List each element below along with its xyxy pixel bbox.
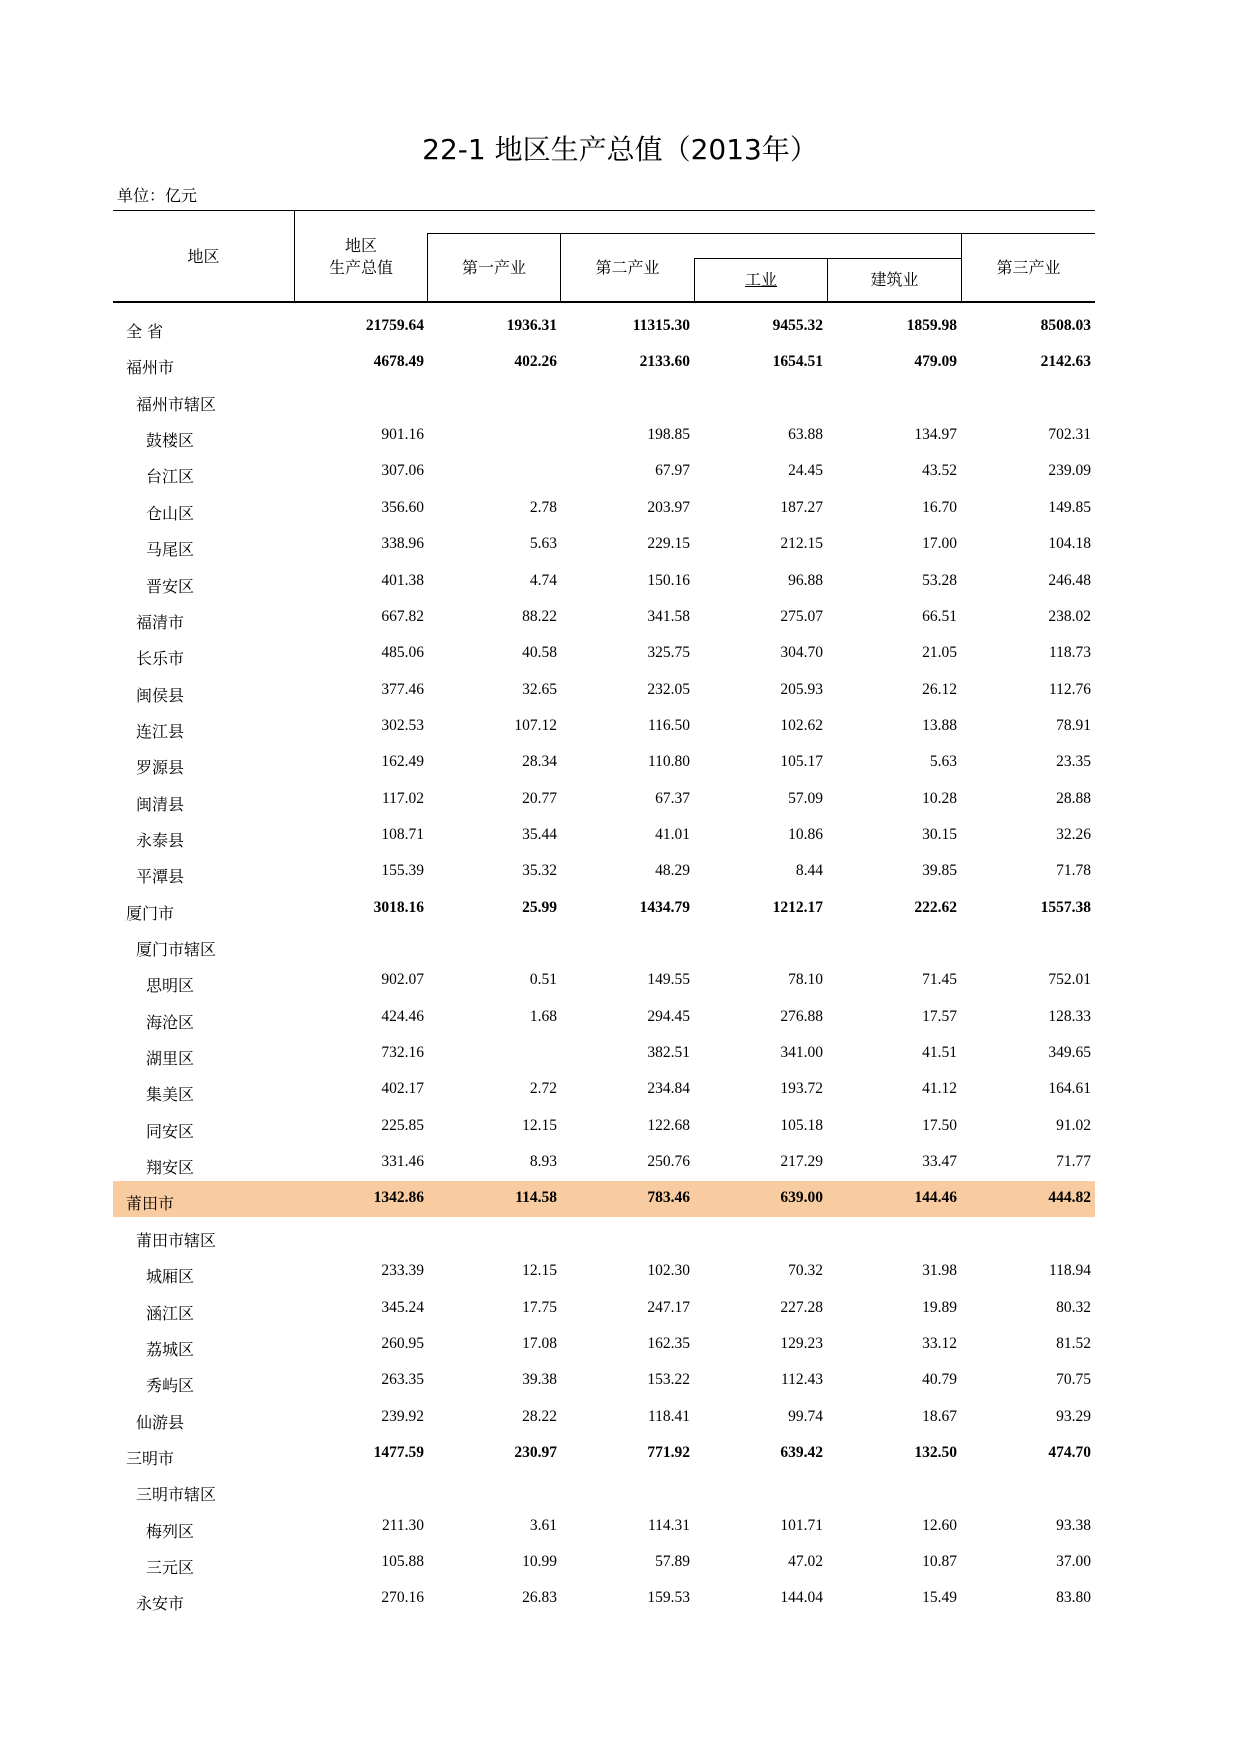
value-cell: 902.07 [381,971,424,989]
value-cell: 129.23 [780,1334,823,1352]
table-row [113,891,1095,927]
value-cell: 260.95 [381,1334,424,1352]
value-cell: 2142.63 [1040,353,1091,371]
value-cell: 230.97 [514,1443,557,1461]
value-cell: 118.94 [1048,1262,1091,1280]
table-row [113,1400,1095,1436]
value-cell: 341.58 [647,607,690,625]
value-cell: 0.51 [529,971,557,989]
table-row [113,1072,1095,1108]
value-cell: 40.58 [522,644,557,662]
value-cell: 31.98 [922,1262,957,1280]
header-bottom-rule [113,301,1095,303]
value-cell: 424.46 [381,1007,424,1025]
region-name: 梅列区 [146,1521,195,1541]
value-cell: 159.53 [647,1589,690,1607]
value-cell: 474.70 [1048,1443,1091,1461]
region-name: 厦门市辖区 [136,940,217,959]
value-cell: 250.76 [647,1153,690,1171]
region-name: 海沧区 [146,1012,195,1032]
value-cell: 8.93 [529,1153,557,1171]
value-cell: 15.49 [922,1589,957,1607]
table-row [113,345,1095,381]
header-gdp [295,235,427,279]
header-secondary: 第二产业 [595,258,660,277]
value-cell: 1.68 [529,1007,557,1025]
header-gdp-line2: 生产总值 [328,258,393,277]
value-cell: 12.60 [922,1516,957,1534]
table-row [113,927,1095,963]
value-cell: 33.12 [922,1334,957,1352]
value-cell: 276.88 [780,1007,823,1025]
value-cell: 17.08 [522,1334,557,1352]
header-construction: 建筑业 [870,270,919,289]
value-cell: 225.85 [381,1116,424,1134]
value-cell: 239.92 [381,1407,424,1425]
header-primary: 第一产业 [461,258,526,277]
value-cell: 105.88 [381,1552,424,1570]
value-cell: 8508.03 [1040,317,1091,334]
value-cell: 78.10 [788,971,823,989]
value-cell: 234.84 [647,1080,690,1098]
value-cell: 11315.30 [632,317,690,334]
value-cell: 28.22 [522,1407,557,1425]
value-cell: 70.32 [788,1262,823,1280]
region-name: 莆田市辖区 [136,1230,217,1250]
table-row [113,418,1095,454]
value-cell: 356.60 [381,498,424,516]
value-cell: 39.85 [922,862,957,880]
value-cell: 212.15 [780,535,823,553]
table-row [113,854,1095,890]
value-cell: 118.73 [1048,644,1091,662]
table-row [113,382,1095,418]
value-cell: 4.74 [529,571,557,589]
value-cell: 21759.64 [365,317,424,334]
value-cell: 71.78 [1056,862,1091,880]
value-cell: 70.75 [1056,1371,1091,1389]
value-cell: 1557.38 [1040,898,1091,916]
value-cell: 3.61 [529,1516,557,1534]
table-row [113,636,1095,672]
value-cell: 71.45 [922,971,957,989]
value-cell: 247.17 [647,1298,690,1316]
value-cell: 25.99 [522,898,557,916]
value-cell: 102.30 [647,1262,690,1280]
region-name: 三明市辖区 [136,1485,217,1505]
table-row [113,1181,1095,1217]
value-cell: 1936.31 [506,317,557,334]
value-cell: 12.15 [522,1116,557,1134]
value-cell: 217.29 [780,1153,823,1171]
value-cell: 30.15 [922,825,957,843]
region-name: 涵江区 [146,1303,195,1323]
table-row [113,1509,1095,1545]
value-cell: 83.80 [1056,1589,1091,1607]
table-row [113,1327,1095,1363]
table-row [113,1581,1095,1617]
table-row [113,1291,1095,1327]
table-row [113,309,1095,345]
value-cell: 771.92 [647,1443,690,1461]
value-cell: 377.46 [381,680,424,698]
value-cell: 37.00 [1056,1552,1091,1570]
value-cell: 12.15 [522,1262,557,1280]
value-cell: 39.38 [522,1371,557,1389]
value-cell: 18.67 [922,1407,957,1425]
region-name: 仓山区 [146,503,195,523]
value-cell: 28.34 [522,753,557,771]
value-cell: 78.91 [1056,716,1091,734]
value-cell: 112.76 [1048,680,1091,698]
table-row [113,454,1095,490]
value-cell: 114.58 [515,1189,557,1207]
table-row [113,600,1095,636]
value-cell: 16.70 [922,498,957,516]
value-cell: 155.39 [381,862,424,880]
table-row [113,564,1095,600]
value-cell: 134.97 [914,426,957,444]
value-cell: 110.80 [647,753,690,771]
page-title: 22-1 地区生产总值（2013年） [422,133,818,166]
header-mid-rule [428,233,1095,234]
value-cell: 1342.86 [373,1189,424,1207]
region-name: 思明区 [146,976,195,996]
value-cell: 5.63 [929,753,957,771]
value-cell: 732.16 [381,1044,424,1061]
value-cell: 345.24 [381,1298,424,1316]
table-row [113,1436,1095,1472]
value-cell: 17.57 [922,1007,957,1025]
value-cell: 104.18 [1048,535,1091,553]
value-cell: 1654.51 [772,353,823,371]
value-cell: 222.62 [914,898,957,916]
value-cell: 114.31 [647,1516,690,1534]
region-name: 三元区 [146,1557,195,1577]
value-cell: 8.44 [795,862,823,880]
table-row [113,1545,1095,1581]
region-name: 平潭县 [136,867,185,887]
value-cell: 80.32 [1056,1298,1091,1316]
region-name: 湖里区 [146,1049,195,1068]
value-cell: 19.89 [922,1298,957,1316]
value-cell: 307.06 [381,462,424,480]
value-cell: 752.01 [1048,971,1091,989]
header-region: 地区 [187,247,220,266]
value-cell: 88.22 [522,607,557,625]
value-cell: 263.35 [381,1371,424,1389]
value-cell: 338.96 [381,535,424,553]
value-cell: 270.16 [381,1589,424,1607]
value-cell: 17.00 [922,535,957,553]
value-cell: 112.43 [780,1371,823,1389]
value-cell: 99.74 [788,1407,823,1425]
value-cell: 21.05 [922,644,957,662]
value-cell: 10.87 [922,1552,957,1570]
region-name: 马尾区 [146,540,195,560]
value-cell: 102.62 [780,716,823,734]
value-cell: 187.27 [780,498,823,516]
region-name: 三明市 [126,1448,175,1468]
value-cell: 331.46 [381,1153,424,1171]
value-cell: 479.09 [914,353,957,371]
value-cell: 10.28 [922,789,957,807]
value-cell: 227.28 [780,1298,823,1316]
value-cell: 24.45 [788,462,823,480]
value-cell: 2.72 [529,1080,557,1098]
table-row [113,963,1095,999]
value-cell: 81.52 [1056,1334,1091,1352]
value-cell: 239.09 [1048,462,1091,480]
value-cell: 2.78 [529,498,557,516]
value-cell: 1434.79 [639,898,690,916]
value-cell: 41.01 [655,825,690,843]
value-cell: 783.46 [647,1189,690,1207]
table-row [113,782,1095,818]
value-cell: 304.70 [780,644,823,662]
table-row [113,1000,1095,1036]
value-cell: 57.89 [655,1552,690,1570]
region-name: 厦门市 [126,903,175,923]
value-cell: 43.52 [922,462,957,480]
value-cell: 149.55 [647,971,690,989]
value-cell: 108.71 [381,825,424,843]
value-cell: 667.82 [381,607,424,625]
table-row [113,1145,1095,1181]
value-cell: 17.75 [522,1298,557,1316]
region-name: 福州市 [126,358,175,378]
table-row [113,745,1095,781]
value-cell: 28.88 [1056,789,1091,807]
region-name: 全 省 [126,322,164,341]
value-cell: 35.32 [522,862,557,880]
value-cell: 153.22 [647,1371,690,1389]
value-cell: 1477.59 [373,1443,424,1461]
value-cell: 3018.16 [373,898,424,916]
value-cell: 294.45 [647,1007,690,1025]
value-cell: 20.77 [522,789,557,807]
region-name: 同安区 [146,1121,195,1141]
table-row [113,491,1095,527]
value-cell: 205.93 [780,680,823,698]
table-row [113,709,1095,745]
value-cell: 144.04 [780,1589,823,1607]
value-cell: 702.31 [1048,426,1091,444]
value-cell: 149.85 [1048,498,1091,516]
region-name: 晋安区 [146,576,195,596]
value-cell: 232.05 [647,680,690,698]
value-cell: 53.28 [922,571,957,589]
value-cell: 275.07 [780,607,823,625]
value-cell: 485.06 [381,644,424,662]
value-cell: 402.26 [514,353,557,371]
value-cell: 341.00 [780,1044,823,1061]
value-cell: 401.38 [381,571,424,589]
value-cell: 101.71 [780,1516,823,1534]
region-name: 鼓楼区 [146,431,195,451]
value-cell: 66.51 [922,607,957,625]
value-cell: 164.61 [1048,1080,1091,1098]
region-name: 福州市辖区 [136,394,217,414]
value-cell: 4678.49 [373,353,424,371]
value-cell: 302.53 [381,716,424,734]
region-name: 翔安区 [146,1158,195,1178]
value-cell: 901.16 [381,426,424,444]
region-name: 永安市 [136,1594,185,1614]
value-cell: 122.68 [647,1116,690,1134]
table-row [113,1218,1095,1254]
value-cell: 96.88 [788,571,823,589]
value-cell: 118.41 [647,1407,690,1425]
region-name: 仙游县 [136,1412,185,1432]
value-cell: 23.35 [1056,753,1091,771]
value-cell: 144.46 [914,1189,957,1207]
value-cell: 116.50 [647,716,690,734]
table-row [113,1472,1095,1508]
value-cell: 203.97 [647,498,690,516]
value-cell: 639.00 [780,1189,823,1207]
table-row [113,1254,1095,1290]
value-cell: 93.29 [1056,1407,1091,1425]
table-row [113,527,1095,563]
region-name: 连江县 [136,721,185,741]
value-cell: 162.35 [647,1334,690,1352]
value-cell: 17.50 [922,1116,957,1134]
region-name: 荔城区 [146,1339,195,1359]
value-cell: 63.88 [788,426,823,444]
region-name: 闽清县 [136,794,185,814]
value-cell: 246.48 [1048,571,1091,589]
value-cell: 198.85 [647,426,690,444]
value-cell: 32.26 [1056,825,1091,843]
value-cell: 57.09 [788,789,823,807]
region-name: 罗源县 [136,758,185,778]
table-row [113,1109,1095,1145]
value-cell: 41.51 [922,1044,957,1061]
value-cell: 105.17 [780,753,823,771]
value-cell: 93.38 [1056,1516,1091,1534]
value-cell: 233.39 [381,1262,424,1280]
table-row [113,818,1095,854]
value-cell: 9455.32 [772,317,823,334]
value-cell: 325.75 [647,644,690,662]
value-cell: 13.88 [922,716,957,734]
value-cell: 238.02 [1048,607,1091,625]
value-cell: 32.65 [522,680,557,698]
value-cell: 10.86 [788,825,823,843]
value-cell: 67.97 [655,462,690,480]
region-name: 城厢区 [146,1267,195,1287]
value-cell: 107.12 [514,716,557,734]
region-name: 闽侯县 [136,685,185,705]
value-cell: 117.02 [381,789,424,807]
table-row [113,1036,1095,1072]
value-cell: 48.29 [655,862,690,880]
value-cell: 229.15 [647,535,690,553]
table-row [113,673,1095,709]
value-cell: 211.30 [381,1516,424,1534]
value-cell: 639.42 [780,1443,823,1461]
value-cell: 162.49 [381,753,424,771]
region-name: 秀屿区 [146,1376,195,1396]
header-tertiary: 第三产业 [996,258,1061,277]
value-cell: 10.99 [522,1552,557,1570]
value-cell: 41.12 [922,1080,957,1098]
header-gdp-line1: 地区 [344,236,377,255]
unit-label: 单位：亿元 [117,186,198,205]
value-cell: 444.82 [1048,1189,1091,1207]
value-cell: 91.02 [1056,1116,1091,1134]
header-industry: 工业 [744,270,777,289]
value-cell: 150.16 [647,571,690,589]
value-cell: 33.47 [922,1153,957,1171]
region-name: 长乐市 [136,649,185,669]
value-cell: 47.02 [788,1552,823,1570]
value-cell: 26.12 [922,680,957,698]
value-cell: 40.79 [922,1371,957,1389]
value-cell: 71.77 [1056,1153,1091,1171]
value-cell: 2133.60 [639,353,690,371]
table-top-rule [113,210,1095,211]
value-cell: 132.50 [914,1443,957,1461]
region-name: 永泰县 [136,830,185,850]
region-name: 集美区 [146,1085,195,1105]
value-cell: 1212.17 [772,898,823,916]
value-cell: 382.51 [647,1044,690,1061]
value-cell: 105.18 [780,1116,823,1134]
value-cell: 5.63 [529,535,557,553]
value-cell: 67.37 [655,789,690,807]
region-name: 福清市 [136,612,185,632]
value-cell: 128.33 [1048,1007,1091,1025]
table-row [113,1363,1095,1399]
value-cell: 26.83 [522,1589,557,1607]
value-cell: 35.44 [522,825,557,843]
region-name: 台江区 [146,467,195,487]
value-cell: 349.65 [1048,1044,1091,1061]
value-cell: 402.17 [381,1080,424,1098]
value-cell: 1859.98 [906,317,957,334]
value-cell: 193.72 [780,1080,823,1098]
region-name: 莆田市 [126,1194,175,1214]
